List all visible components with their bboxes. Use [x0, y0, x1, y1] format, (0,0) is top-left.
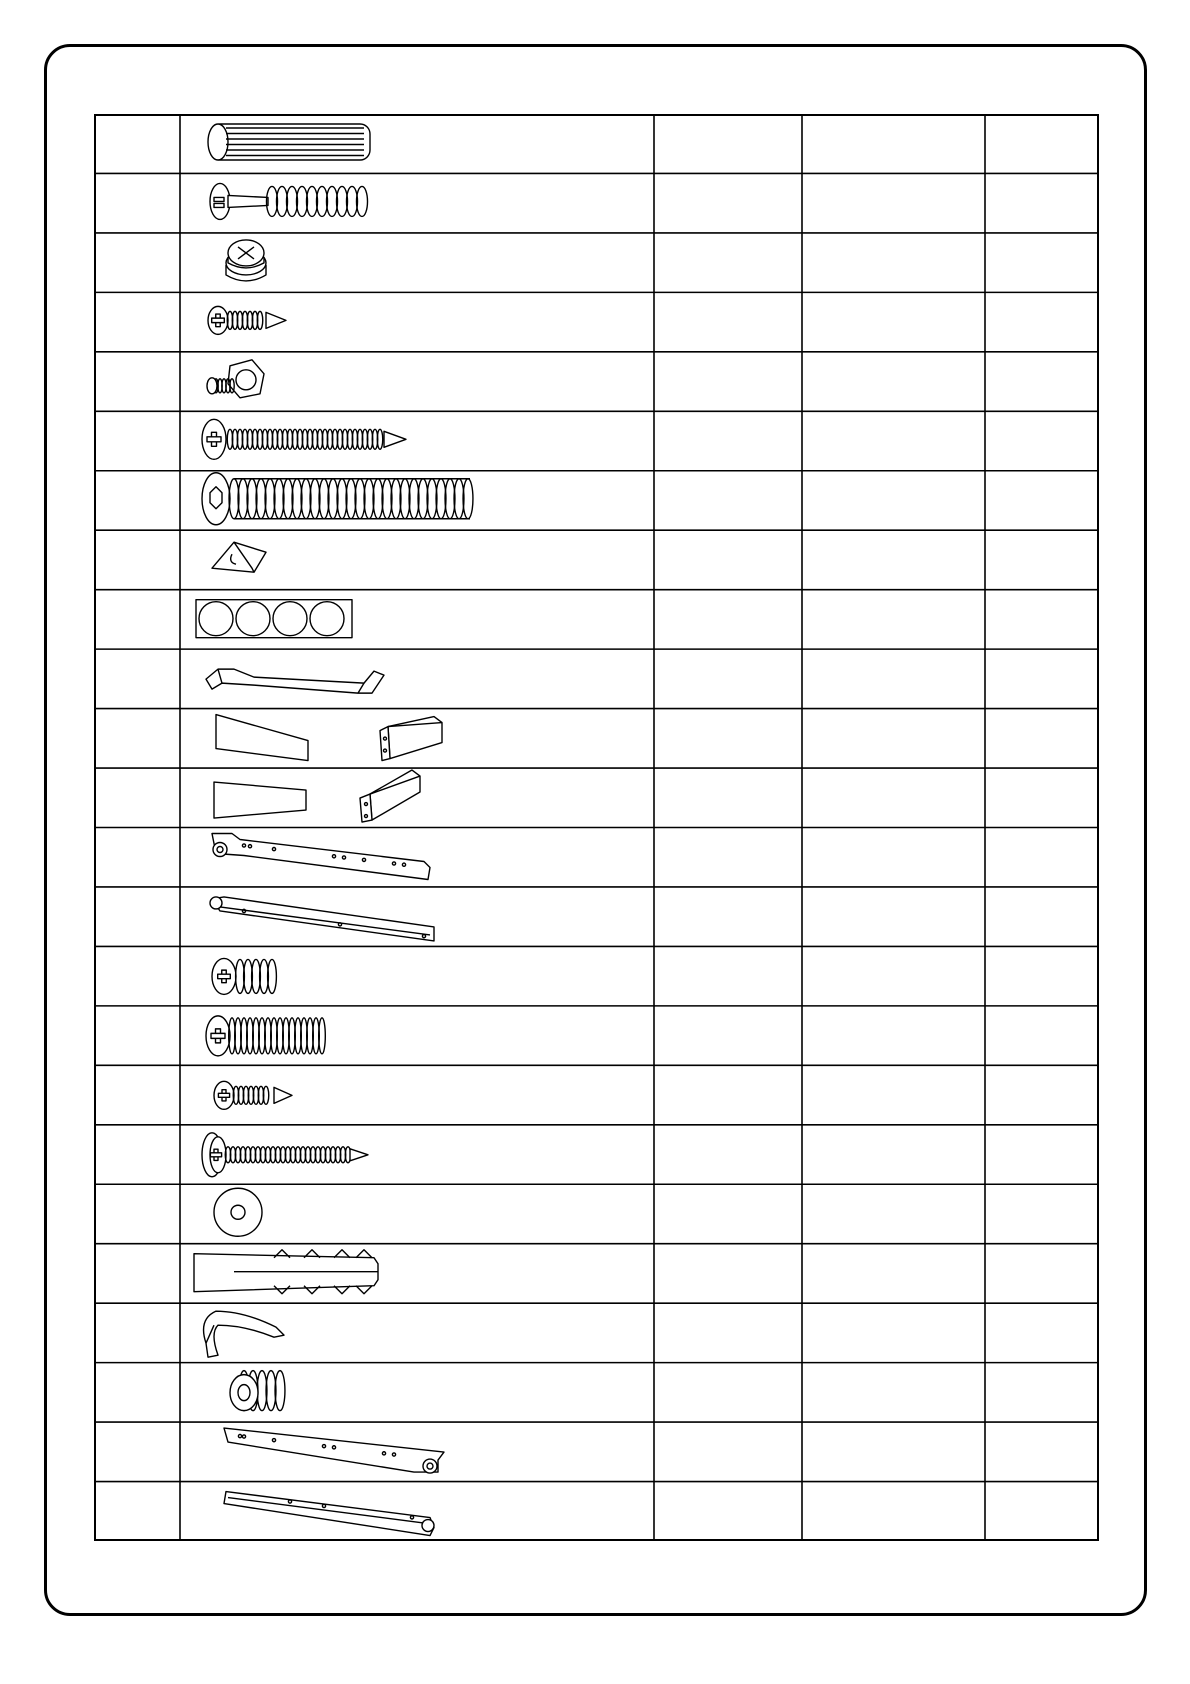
table-row	[208, 124, 370, 160]
table-row	[212, 958, 276, 994]
drawer-slide-left-icon	[212, 834, 430, 880]
wall-strap-icon	[204, 1311, 284, 1357]
table-row	[202, 1133, 368, 1177]
machine-screw-icon	[206, 1016, 325, 1056]
parts-table-graphic	[94, 114, 1099, 1541]
table-row	[224, 1428, 444, 1473]
table-row	[214, 770, 420, 822]
table-row	[206, 1016, 325, 1056]
wedge-block-b-icon	[214, 770, 420, 822]
allen-key-icon	[206, 669, 384, 693]
parts-table	[94, 114, 1099, 1541]
hex-bolt-icon	[202, 473, 473, 525]
cam-bolt-icon	[210, 183, 368, 219]
table-row	[214, 1188, 262, 1236]
euro-screw-icon	[212, 958, 276, 994]
drawer-rail-right-icon	[224, 1492, 434, 1536]
table-row	[202, 419, 406, 459]
drawer-slide-right-icon	[224, 1428, 444, 1473]
corner-bracket-icon	[212, 542, 266, 572]
table-row	[202, 473, 473, 525]
wooden-dowel-icon	[208, 124, 370, 160]
drawer-rail-left-icon	[210, 897, 434, 941]
table-row	[208, 306, 286, 334]
wedge-block-a-icon	[216, 715, 442, 761]
table-row	[212, 542, 266, 572]
table-row	[204, 1311, 284, 1357]
short-screw-icon	[208, 306, 286, 334]
table-row	[216, 715, 442, 761]
table-row	[194, 1250, 378, 1294]
wall-anchor-icon	[194, 1250, 378, 1294]
washer-icon	[214, 1188, 262, 1236]
table-row	[212, 834, 430, 880]
table-row	[224, 1492, 434, 1536]
table-row	[230, 1371, 285, 1411]
wall-screw-icon	[202, 1133, 368, 1177]
long-screw-icon	[202, 419, 406, 459]
table-row	[226, 240, 266, 281]
table-row	[210, 183, 368, 219]
small-screw-icon	[214, 1081, 292, 1109]
table-row	[206, 669, 384, 693]
cam-lock-icon	[226, 240, 266, 281]
insert-nut-icon	[230, 1371, 285, 1411]
table-row	[214, 1081, 292, 1109]
felt-pads-icon	[196, 600, 352, 638]
leveling-foot-icon	[207, 360, 264, 398]
table-row	[210, 897, 434, 941]
table-row	[207, 360, 264, 398]
table-row	[196, 600, 352, 638]
